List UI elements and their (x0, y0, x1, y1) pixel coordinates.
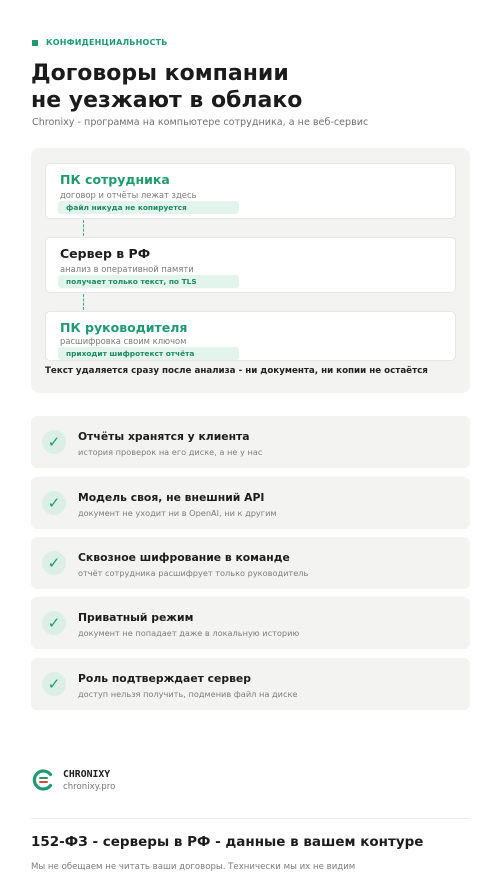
feature-card (31, 658, 470, 710)
page-title-line-1: Договоры компании (31, 61, 289, 86)
check-badge (42, 551, 66, 575)
feature-title: Приватный режим (78, 611, 194, 624)
flow-connector (83, 220, 84, 236)
check-icon: ✓ (47, 554, 61, 572)
check-icon: ✓ (47, 494, 61, 512)
brand-name: CHRONIXY (63, 768, 111, 780)
page-subtitle: Chronixy - программа на компьютере сотрудника, а не веб-сервис (32, 117, 369, 128)
flow-node-server (45, 237, 456, 293)
check-icon: ✓ (47, 433, 61, 451)
data-flow-panel (31, 148, 470, 393)
footer-note: Мы не обещаем не читать ваши договоры. Технически мы их не видим (31, 862, 356, 872)
feature-desc: документ не уходит ни в OpenAI, ни к другим (78, 508, 277, 518)
feature-card (31, 477, 470, 529)
tag-square-icon (32, 40, 38, 46)
chronixy-logo-icon (31, 768, 55, 792)
flow-node-title: ПК руководителя (60, 320, 188, 335)
page-title (31, 60, 302, 114)
feature-card (31, 597, 470, 649)
feature-title: Отчёты хранятся у клиента (78, 430, 250, 443)
feature-title: Модель своя, не внешний API (78, 491, 265, 504)
check-icon: ✓ (47, 675, 61, 693)
flow-node-desc: расшифровка своим ключом (60, 336, 187, 346)
section-tag (32, 38, 168, 47)
feature-desc: доступ нельзя получить, подменив файл на диске (78, 689, 298, 699)
flow-node-employee-pc (45, 163, 456, 219)
brand-block (31, 768, 115, 792)
flow-node-pill: получает только текст, по TLS (58, 275, 239, 288)
feature-card (31, 416, 470, 468)
check-icon: ✓ (47, 614, 61, 632)
check-badge (42, 672, 66, 696)
check-badge (42, 611, 66, 635)
flow-note: Текст удаляется сразу после анализа - ни документа, ни копии не остаётся (45, 366, 428, 376)
brand-text (63, 769, 115, 792)
footer-title: 152-ФЗ - серверы в РФ - данные в вашем контуре (31, 834, 424, 850)
flow-node-title: Сервер в РФ (60, 246, 151, 261)
flow-node-title: ПК сотрудника (60, 172, 170, 187)
page-title-line-2: не уезжают в облако (31, 88, 303, 113)
feature-title: Сквозное шифрование в команде (78, 551, 290, 564)
check-badge (42, 491, 66, 515)
flow-node-pill: файл никуда не копируется (58, 201, 239, 214)
check-badge (42, 430, 66, 454)
flow-node-manager-pc (45, 311, 456, 361)
flow-node-desc: анализ в оперативной памяти (60, 264, 194, 274)
flow-node-pill: приходит шифротекст отчёта (58, 347, 239, 360)
flow-connector (83, 294, 84, 310)
feature-desc: документ не попадает даже в локальную историю (78, 628, 300, 638)
feature-desc: отчёт сотрудника расшифрует только руководитель (78, 568, 309, 578)
feature-desc: история проверок на его диске, а не у нас (78, 447, 263, 457)
footer-divider (31, 818, 470, 819)
brand-url: chronixy.pro (63, 781, 116, 792)
flow-node-desc: договор и отчёты лежат здесь (60, 190, 197, 200)
feature-card (31, 537, 470, 589)
section-tag-label: КОНФИДЕНЦИАЛЬНОСТЬ (46, 38, 168, 47)
feature-title: Роль подтверждает сервер (78, 672, 251, 685)
